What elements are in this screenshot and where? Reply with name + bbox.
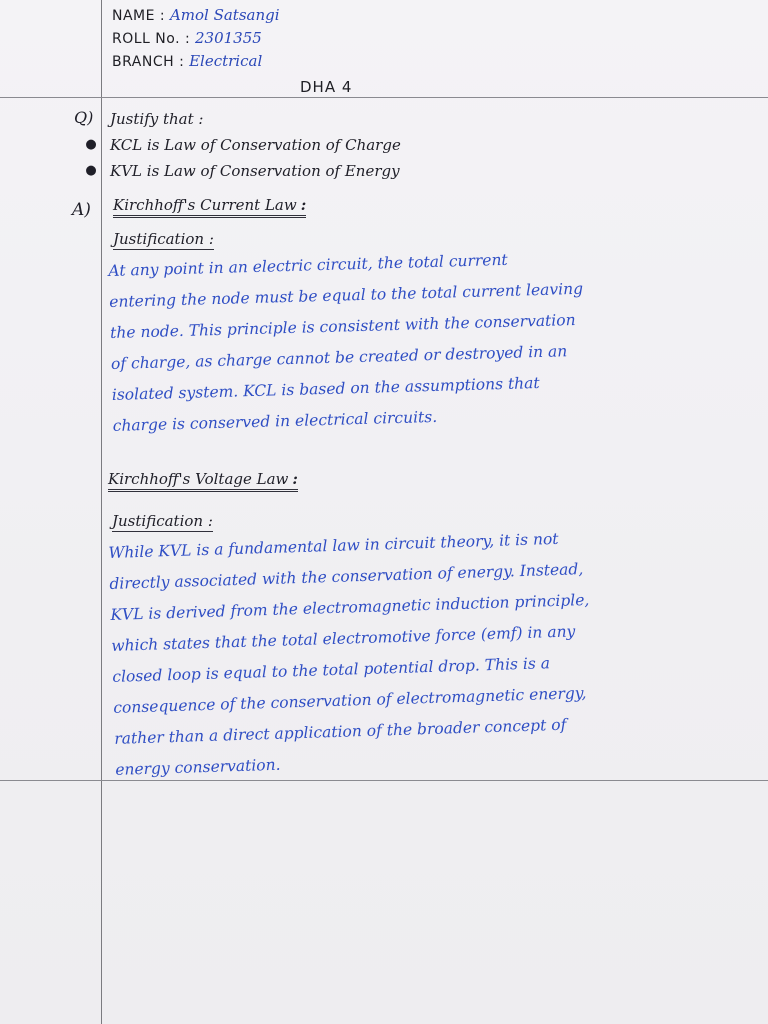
text-line: consequence of the conservation of electromagnetic energy, <box>113 684 587 717</box>
kcl-justification-label: Justification : <box>113 230 214 248</box>
text-line: rather than a direct application of the broader concept of <box>114 715 567 748</box>
kcl-heading-text: Kirchhoff's Current Law <box>113 196 297 214</box>
name-value: Amol Satsangi <box>169 6 280 24</box>
text-line: of charge, as charge cannot be created or destroyed in an <box>110 342 568 373</box>
roll-value: 2301355 <box>195 29 262 47</box>
question-bullet <box>84 132 401 158</box>
kcl-heading: Kirchhoff's Current Law : <box>113 196 306 218</box>
branch-value: Electrical <box>189 52 263 70</box>
kvl-heading-text: Kirchhoff's Voltage Law <box>108 470 289 488</box>
name-label: NAME : <box>112 8 166 24</box>
branch-label: BRANCH : <box>112 54 185 70</box>
kcl-justification-text <box>108 238 768 442</box>
text-line: At any point in an electric circuit, the total current <box>108 250 508 280</box>
kvl-justification-label: Justification : <box>112 512 213 530</box>
bullet-text: KVL is Law of Conservation of Energy <box>110 162 400 180</box>
student-header <box>112 4 280 73</box>
text-line: which states that the total electromotive force (emf) in any <box>111 622 576 655</box>
branch-row <box>112 50 280 73</box>
roll-label: ROLL No. : <box>112 31 191 47</box>
text-line: closed loop is equal to the total potential drop. This is a <box>112 654 551 686</box>
question-bullet <box>84 158 401 184</box>
text-line: directly associated with the conservation of energy. Instead, <box>109 560 584 593</box>
header-rule <box>0 97 768 98</box>
question-block <box>85 106 401 184</box>
text-line: KVL is derived from the electromagnetic induction principle, <box>110 590 590 624</box>
kvl-justification-text <box>108 517 768 785</box>
text-line: energy conservation. <box>115 755 281 779</box>
text-line: While KVL is a fundamental law in circuit theory, it is not <box>108 529 559 562</box>
bullet-text: KCL is Law of Conservation of Charge <box>110 136 401 154</box>
text-line: isolated system. KCL is based on the assumptions that <box>111 374 540 404</box>
text-line: entering the node must be equal to the total current leaving <box>109 279 584 311</box>
assignment-title: DHA 4 <box>300 78 353 96</box>
text-line: charge is conserved in electrical circuits. <box>112 407 438 435</box>
answer-marker: A) <box>72 200 91 220</box>
bullet-dot-icon: ● <box>85 163 97 178</box>
bullet-dot-icon: ● <box>85 137 97 152</box>
text-line: the node. This principle is consistent with the conservation <box>109 310 576 342</box>
kvl-heading: Kirchhoff's Voltage Law : <box>108 470 298 492</box>
roll-row <box>112 27 280 50</box>
question-prompt: Justify that : <box>110 110 204 128</box>
name-row <box>112 4 280 27</box>
question-marker: Q) <box>74 108 94 127</box>
